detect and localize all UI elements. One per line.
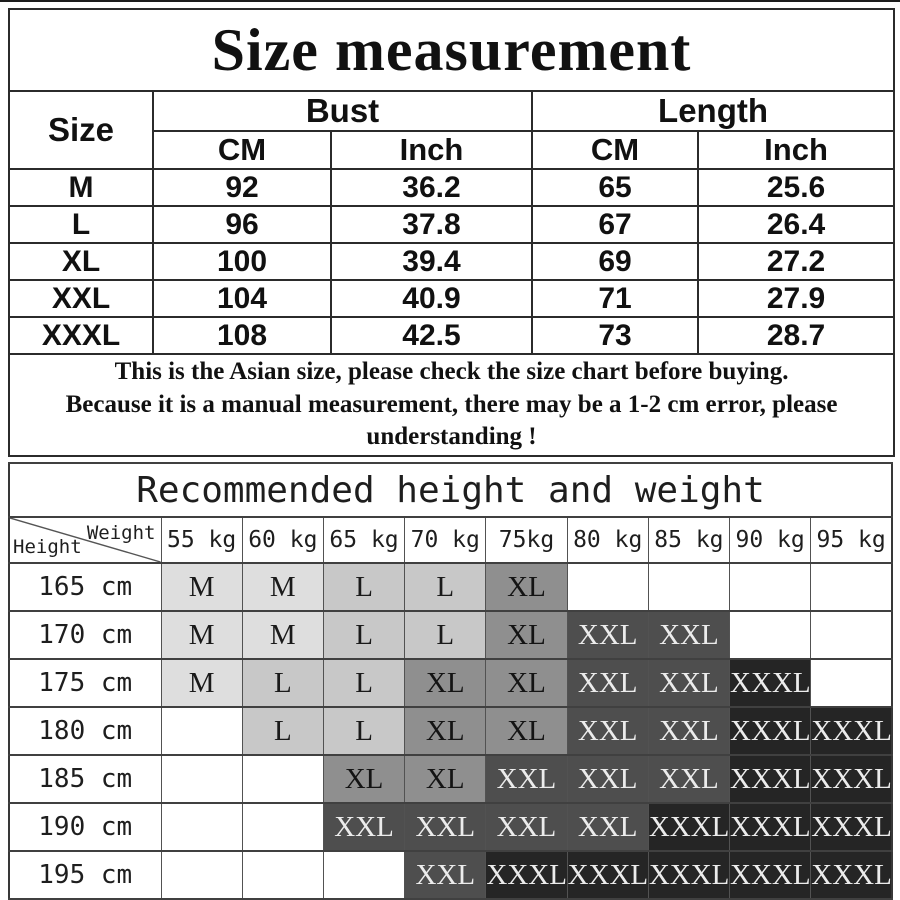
measurement-value: 65 xyxy=(532,169,698,206)
size-table-title-row xyxy=(9,9,894,91)
length-group-header: Length xyxy=(532,91,894,131)
size-cell-xxl: XXL xyxy=(405,851,486,899)
hw-table-title-row xyxy=(9,463,892,517)
note-line: understanding ! xyxy=(366,423,537,451)
size-cell-xxxl: XXXL xyxy=(730,851,811,899)
empty-cell xyxy=(242,755,323,803)
size-cell-xxxl: XXXL xyxy=(730,803,811,851)
measurement-value: 92 xyxy=(153,169,331,206)
weight-header: 60 kg xyxy=(242,517,323,563)
size-measurement-table xyxy=(8,8,895,457)
size-cell-xxl: XXL xyxy=(486,755,567,803)
size-cell-xxl: XXL xyxy=(486,803,567,851)
height-weight-row xyxy=(9,611,892,659)
empty-cell xyxy=(323,851,404,899)
height-label: 195 cm xyxy=(9,851,161,899)
size-cell-xxxl: XXXL xyxy=(567,851,648,899)
size-cell-xl: XL xyxy=(486,659,567,707)
height-weight-row xyxy=(9,563,892,611)
height-weight-table xyxy=(8,462,893,900)
weight-header-row xyxy=(9,517,892,563)
measurement-value: 69 xyxy=(532,243,698,280)
empty-cell xyxy=(567,563,648,611)
empty-cell xyxy=(811,659,892,707)
empty-cell xyxy=(161,803,242,851)
height-weight-row xyxy=(9,851,892,899)
bust-inch-header: Inch xyxy=(331,131,532,169)
size-cell-xl: XL xyxy=(405,755,486,803)
measurement-value: 73 xyxy=(532,317,698,354)
size-label: L xyxy=(9,206,153,243)
height-label: 185 cm xyxy=(9,755,161,803)
size-cell-xxxl: XXXL xyxy=(730,755,811,803)
size-note xyxy=(9,354,894,456)
measurement-value: 27.2 xyxy=(698,243,894,280)
measurement-value: 42.5 xyxy=(331,317,532,354)
size-cell-m: M xyxy=(161,563,242,611)
weight-header: 70 kg xyxy=(405,517,486,563)
size-table-group-header-row xyxy=(9,91,894,131)
size-cell-xxl: XXL xyxy=(567,707,648,755)
size-table-row xyxy=(9,280,894,317)
weight-header: 95 kg xyxy=(811,517,892,563)
weight-header: 55 kg xyxy=(161,517,242,563)
size-table-row xyxy=(9,169,894,206)
empty-cell xyxy=(161,755,242,803)
size-cell-xl: XL xyxy=(486,563,567,611)
note-line: Because it is a manual measurement, there may be a 1-2 cm error, please xyxy=(65,390,838,418)
empty-cell xyxy=(161,707,242,755)
weight-corner-label: Weight xyxy=(86,522,156,544)
size-label: XL xyxy=(9,243,153,280)
height-corner-label: Height xyxy=(13,536,82,558)
size-cell-l: L xyxy=(323,707,404,755)
size-cell-xl: XL xyxy=(405,707,486,755)
size-cell-xl: XL xyxy=(486,707,567,755)
measurement-value: 96 xyxy=(153,206,331,243)
weight-header: 65 kg xyxy=(323,517,404,563)
size-cell-xxl: XXL xyxy=(405,803,486,851)
size-table-row xyxy=(9,317,894,354)
size-cell-xxxl: XXXL xyxy=(811,755,892,803)
bust-cm-header: CM xyxy=(153,131,331,169)
empty-cell xyxy=(648,563,729,611)
size-table-note-row xyxy=(9,354,894,456)
height-label: 165 cm xyxy=(9,563,161,611)
size-cell-xxl: XXL xyxy=(323,803,404,851)
measurement-value: 28.7 xyxy=(698,317,894,354)
size-cell-xxxl: XXXL xyxy=(811,803,892,851)
hw-table-title: Recommended height and weight xyxy=(9,463,892,517)
length-cm-header: CM xyxy=(532,131,698,169)
empty-cell xyxy=(730,611,811,659)
measurement-value: 26.4 xyxy=(698,206,894,243)
height-weight-row xyxy=(9,707,892,755)
size-table-body xyxy=(9,169,894,354)
size-cell-xl: XL xyxy=(323,755,404,803)
size-cell-l: L xyxy=(242,707,323,755)
empty-cell xyxy=(242,803,323,851)
size-cell-xxxl: XXXL xyxy=(811,851,892,899)
height-label: 190 cm xyxy=(9,803,161,851)
empty-cell xyxy=(811,611,892,659)
top-border-line xyxy=(0,0,900,2)
size-table-row xyxy=(9,206,894,243)
size-cell-l: L xyxy=(405,611,486,659)
size-label: XXXL xyxy=(9,317,153,354)
height-weight-row xyxy=(9,803,892,851)
weight-header: 85 kg xyxy=(648,517,729,563)
size-cell-l: L xyxy=(323,659,404,707)
weight-header: 80 kg xyxy=(567,517,648,563)
measurement-value: 108 xyxy=(153,317,331,354)
measurement-value: 40.9 xyxy=(331,280,532,317)
size-cell-xxl: XXL xyxy=(567,659,648,707)
height-label: 170 cm xyxy=(9,611,161,659)
length-inch-header: Inch xyxy=(698,131,894,169)
measurement-value: 25.6 xyxy=(698,169,894,206)
height-label: 180 cm xyxy=(9,707,161,755)
size-cell-xxxl: XXXL xyxy=(486,851,567,899)
empty-cell xyxy=(730,563,811,611)
bust-group-header: Bust xyxy=(153,91,532,131)
size-label: XXL xyxy=(9,280,153,317)
height-weight-row xyxy=(9,659,892,707)
size-cell-xxxl: XXXL xyxy=(648,803,729,851)
measurement-value: 36.2 xyxy=(331,169,532,206)
size-cell-l: L xyxy=(323,563,404,611)
weight-header: 75kg xyxy=(486,517,567,563)
size-cell-xxxl: XXXL xyxy=(648,851,729,899)
measurement-value: 100 xyxy=(153,243,331,280)
size-cell-m: M xyxy=(161,659,242,707)
size-label: M xyxy=(9,169,153,206)
empty-cell xyxy=(161,851,242,899)
empty-cell xyxy=(811,563,892,611)
empty-cell xyxy=(242,851,323,899)
size-table-title: Size measurement xyxy=(9,9,894,91)
size-cell-m: M xyxy=(242,611,323,659)
hw-table-body xyxy=(9,563,892,899)
size-cell-xxl: XXL xyxy=(648,659,729,707)
height-label: 175 cm xyxy=(9,659,161,707)
size-cell-xxl: XXL xyxy=(648,611,729,659)
size-cell-xxl: XXL xyxy=(567,755,648,803)
size-cell-l: L xyxy=(405,563,486,611)
size-cell-xxl: XXL xyxy=(648,755,729,803)
size-cell-xxl: XXL xyxy=(567,611,648,659)
size-column-header: Size xyxy=(9,91,153,169)
measurement-value: 104 xyxy=(153,280,331,317)
measurement-value: 71 xyxy=(532,280,698,317)
size-cell-l: L xyxy=(323,611,404,659)
size-cell-xxl: XXL xyxy=(648,707,729,755)
corner-header-cell xyxy=(9,517,161,563)
measurement-value: 67 xyxy=(532,206,698,243)
weight-header: 90 kg xyxy=(730,517,811,563)
height-weight-row xyxy=(9,755,892,803)
size-cell-xxl: XXL xyxy=(567,803,648,851)
size-cell-xxxl: XXXL xyxy=(730,659,811,707)
size-table-row xyxy=(9,243,894,280)
measurement-value: 37.8 xyxy=(331,206,532,243)
measurement-value: 39.4 xyxy=(331,243,532,280)
size-cell-xl: XL xyxy=(486,611,567,659)
size-cell-xxxl: XXXL xyxy=(730,707,811,755)
size-cell-l: L xyxy=(242,659,323,707)
size-cell-m: M xyxy=(242,563,323,611)
size-cell-xxxl: XXXL xyxy=(811,707,892,755)
size-cell-m: M xyxy=(161,611,242,659)
measurement-value: 27.9 xyxy=(698,280,894,317)
size-cell-xl: XL xyxy=(405,659,486,707)
note-line: This is the Asian size, please check the size chart before buying. xyxy=(114,358,789,386)
